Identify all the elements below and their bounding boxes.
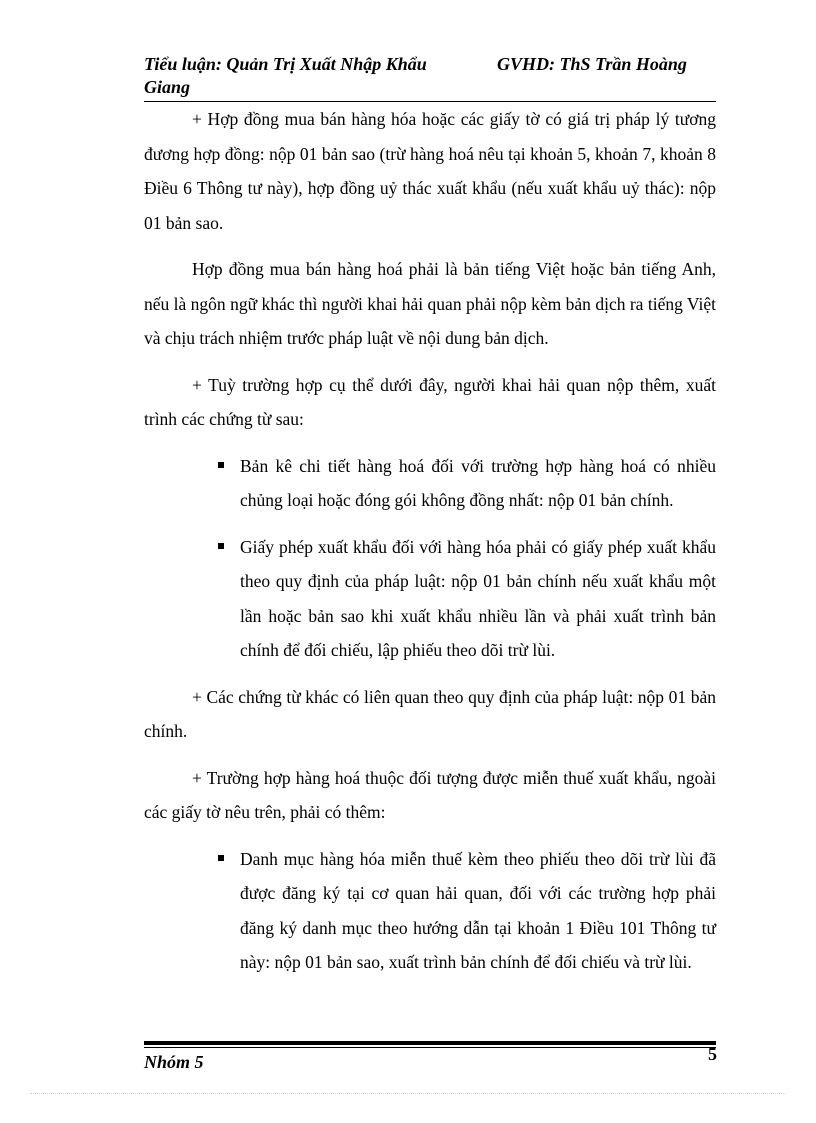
header-instructor: GVHD: ThS Trần Hoàng bbox=[497, 54, 687, 74]
paragraph-gap bbox=[144, 437, 716, 449]
list-item bbox=[144, 842, 716, 980]
paragraph-gap bbox=[144, 240, 716, 252]
bullet-list-additional bbox=[144, 449, 716, 668]
page-number: 5 bbox=[708, 1044, 717, 1064]
footer-group-name: Nhóm 5 bbox=[144, 1052, 204, 1072]
page-bottom-border bbox=[30, 1093, 786, 1094]
paragraph-gap bbox=[144, 668, 716, 680]
paragraph-additional-documents: + Tuỳ trường hợp cụ thể dưới đây, người khai hải quan nộp thêm, xuất trình các chứng từ sau: bbox=[144, 374, 716, 429]
paragraph-gap bbox=[144, 518, 716, 530]
square-bullet-icon bbox=[218, 855, 224, 861]
paragraph-contract: + Hợp đồng mua bán hàng hóa hoặc các giấy tờ có giá trị pháp lý tương đương hợp đồng: nộp 01 bản sao (trừ hàng hoá nêu tại khoản 5, khoản 7, khoản 8 Điều 6 Thông tư này), hợp đồng uỷ thác xuất khẩu (nếu xuất khẩu uỷ thác): nộp 01 bản sao. bbox=[144, 109, 716, 233]
list-item-text: Giấy phép xuất khẩu đối với hàng hóa phải có giấy phép xuất khẩu theo quy định của pháp luật: nộp 01 bản chính nếu xuất khẩu một lần hoặc bản sao khi xuất khẩu nhiều lần và phải xuất trình bản chính để đối chiếu, lập phiếu theo dõi trừ lùi. bbox=[240, 536, 716, 660]
footer-rule-thin bbox=[144, 1047, 716, 1048]
paragraph-tax-exempt: + Trường hợp hàng hoá thuộc đối tượng được miễn thuế xuất khẩu, ngoài các giấy tờ nêu trên, phải có thêm: bbox=[144, 767, 716, 822]
header-course-title: Tiểu luận: Quản Trị Xuất Nhập Khẩu bbox=[144, 54, 427, 74]
bullet-list-tax-exempt bbox=[144, 842, 716, 980]
square-bullet-icon bbox=[218, 462, 224, 468]
paragraph-gap bbox=[144, 356, 716, 368]
header-instructor-continuation: Giang bbox=[144, 77, 191, 97]
footer-rule-thick bbox=[144, 1041, 716, 1045]
list-item bbox=[144, 449, 716, 518]
paragraph-gap bbox=[144, 749, 716, 761]
list-item bbox=[144, 530, 716, 668]
paragraph-contract-language: Hợp đồng mua bán hàng hoá phải là bản tiếng Việt hoặc bản tiếng Anh, nếu là ngôn ngữ khác thì người khai hải quan phải nộp kèm bản dịch ra tiếng Việt và chịu trách nhiệm trước pháp luật về nội dung bản dịch. bbox=[144, 259, 716, 348]
list-item-text: Bản kê chi tiết hàng hoá đối với trường hợp hàng hoá có nhiều chủng loại hoặc đóng gói không đồng nhất: nộp 01 bản chính. bbox=[240, 455, 716, 510]
paragraph-gap bbox=[144, 830, 716, 842]
list-item-text: Danh mục hàng hóa miễn thuế kèm theo phiếu theo dõi trừ lùi đã được đăng ký tại cơ quan hải quan, đối với các trường hợp phải đăng ký danh mục theo hướng dẫn tại khoản 1 Điều 101 Thông tư này: nộp 01 bản sao, xuất trình bản chính để đối chiếu và trừ lùi. bbox=[240, 848, 716, 972]
paragraph-other-documents: + Các chứng từ khác có liên quan theo quy định của pháp luật: nộp 01 bản chính. bbox=[144, 686, 716, 741]
document-body bbox=[144, 102, 716, 980]
square-bullet-icon bbox=[218, 543, 224, 549]
